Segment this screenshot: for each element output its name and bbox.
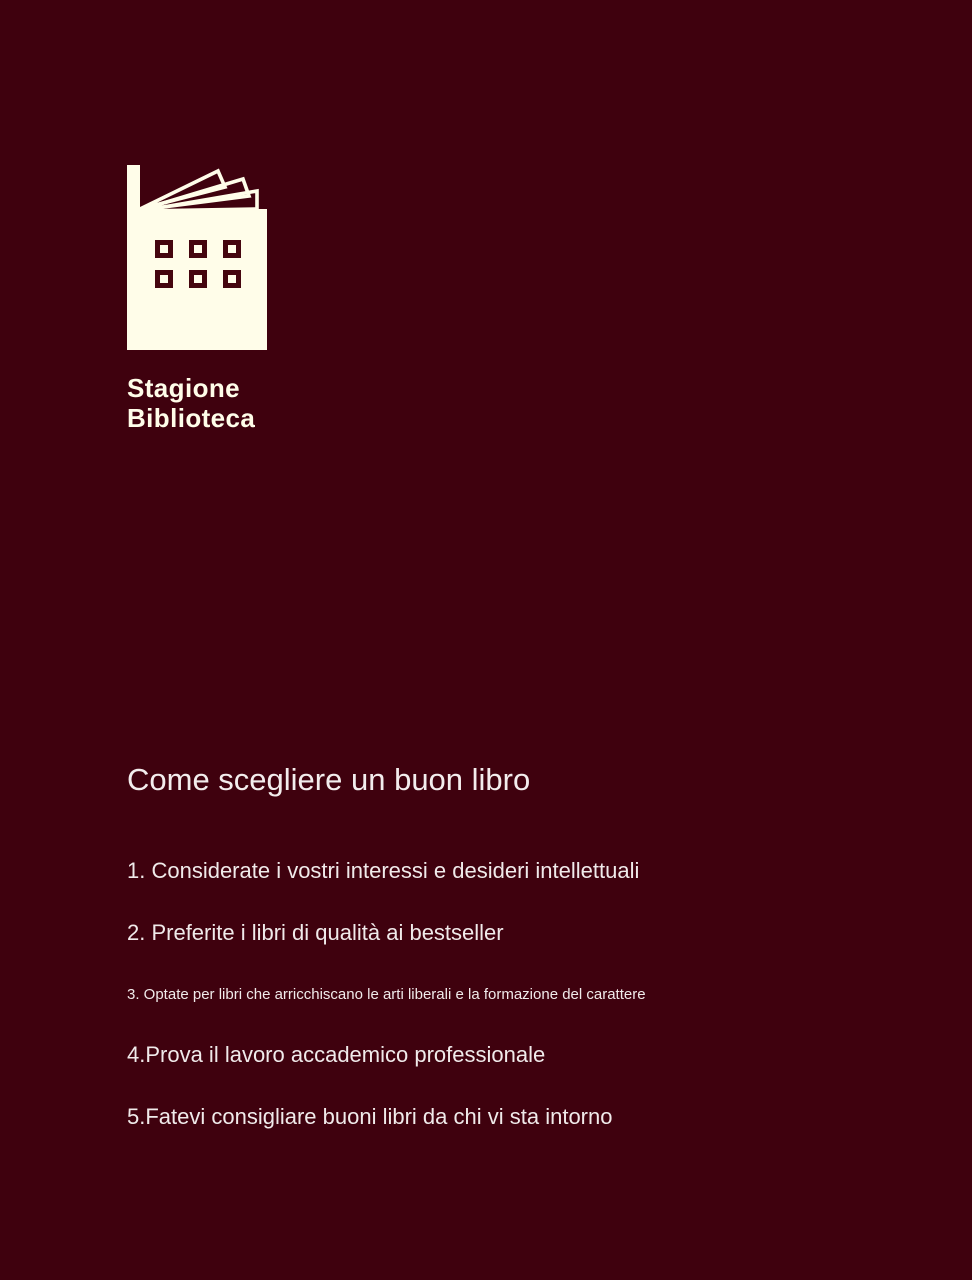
list-item: 2. Preferite i libri di qualità ai bestseller [127, 920, 504, 945]
brand-name [127, 373, 255, 433]
logo-pages [140, 171, 257, 211]
library-book-logo-icon [127, 164, 267, 350]
list-item: 4.Prova il lavoro accademico professionale [127, 1042, 546, 1067]
list-item: 5.Fatevi consigliare buoni libri da chi vi sta intorno [127, 1104, 613, 1129]
brand-line-2: Biblioteca [127, 403, 256, 433]
brand-line-1: Stagione [127, 373, 240, 403]
list-item: 3. Optate per libri che arricchiscano le arti liberali e la formazione del carattere [127, 986, 646, 1003]
list-item: 1. Considerate i vostri interessi e desideri intellettuali [127, 858, 640, 883]
page-title: Come scegliere un buon libro [127, 762, 531, 797]
